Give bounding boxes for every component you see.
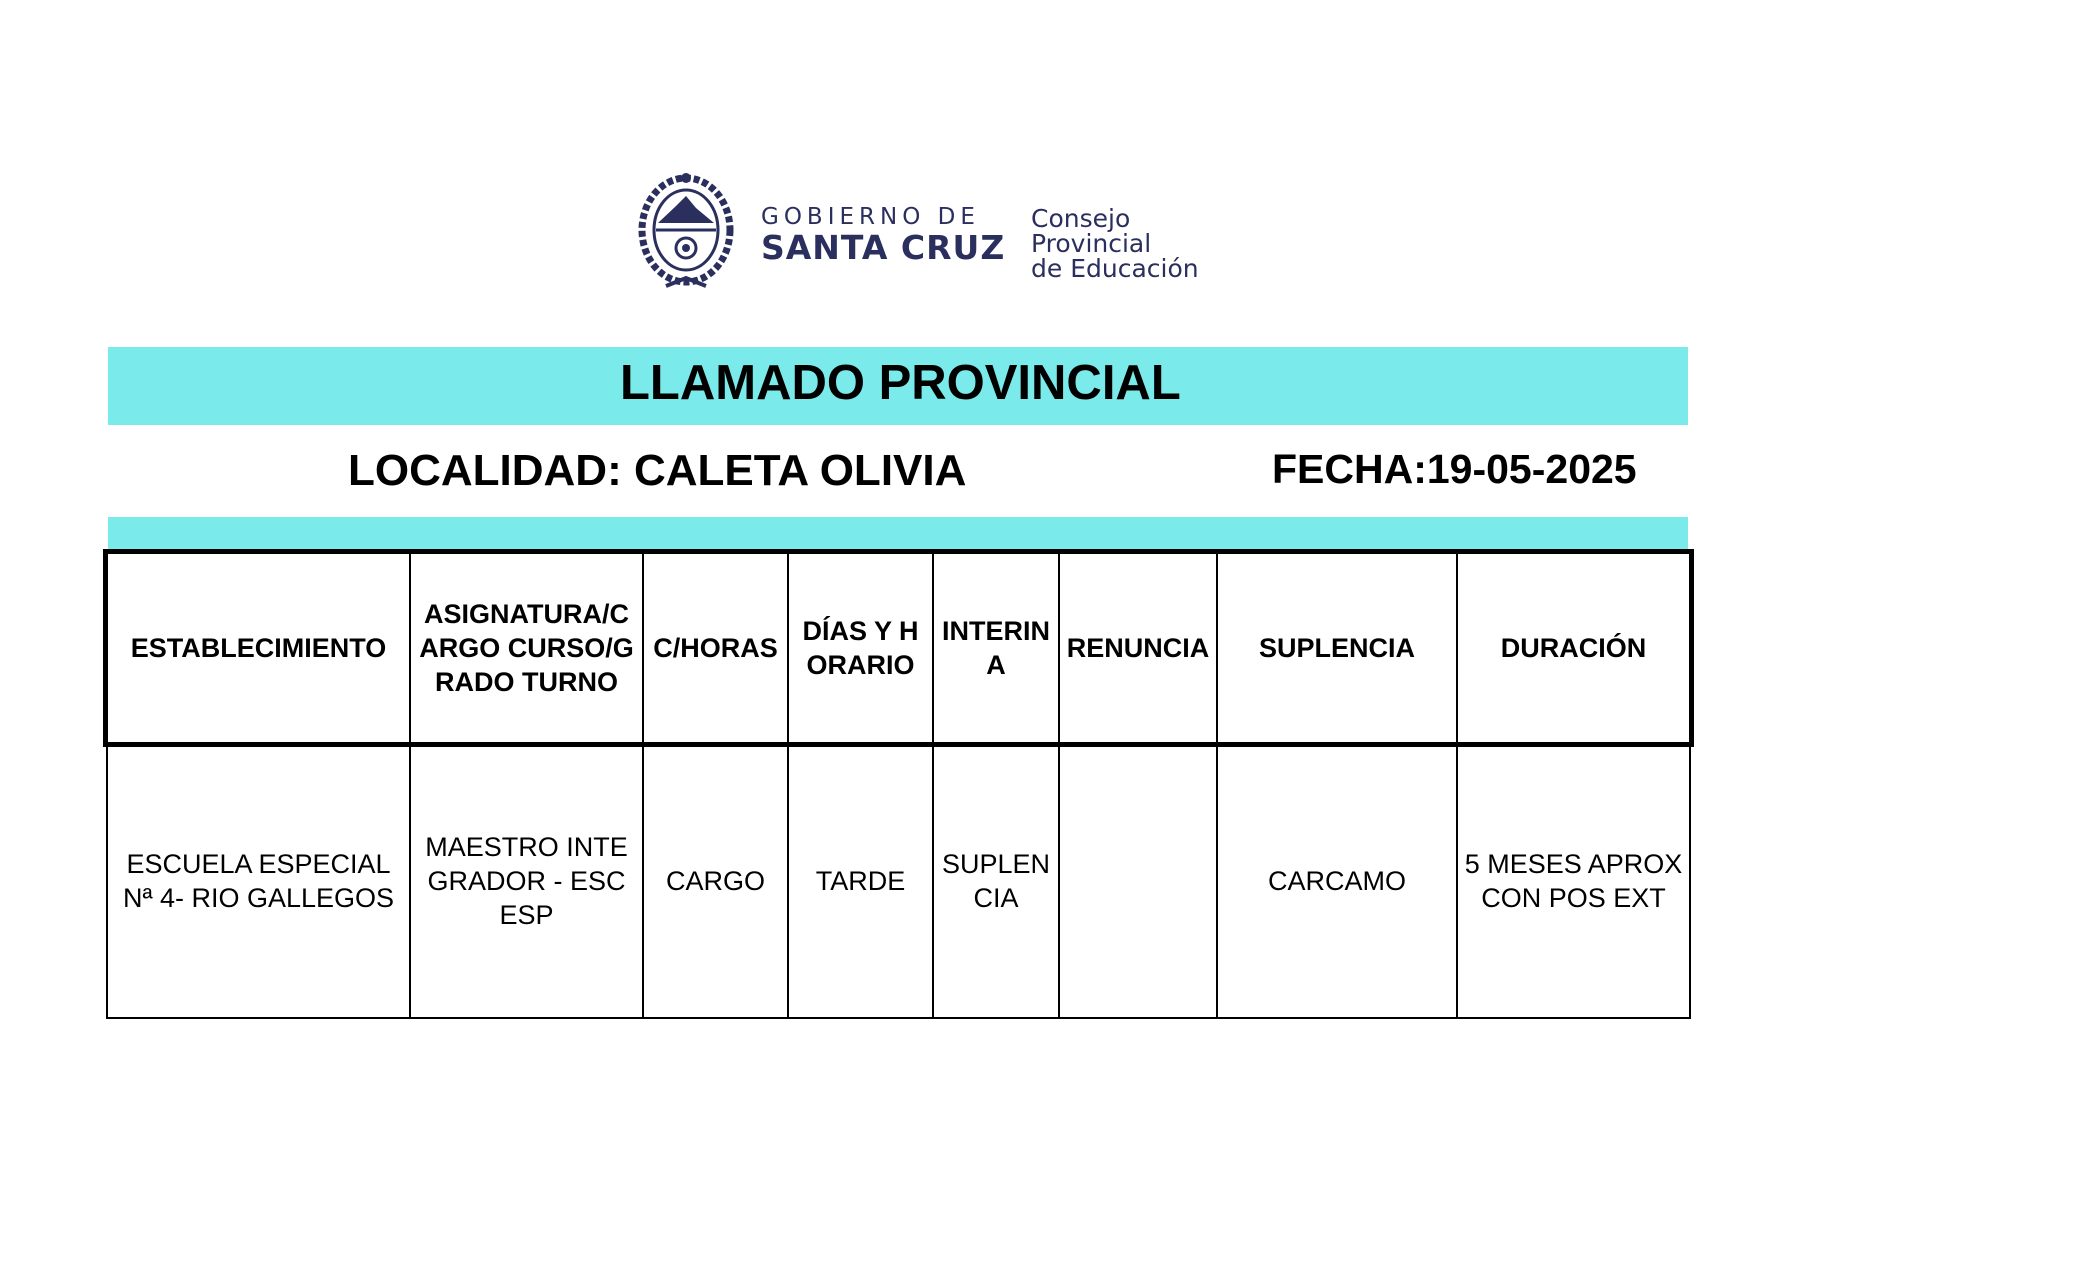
cell-dias-horario: TARDE [788, 743, 933, 1018]
santa-cruz-coat-of-arms-icon [636, 168, 736, 298]
council-name [1031, 206, 1256, 281]
locality-label: LOCALIDAD: CALETA OLIVIA [348, 446, 967, 495]
cell-horas: CARGO [643, 743, 788, 1018]
government-name-line2: SANTA CRUZ [761, 228, 1006, 267]
table-row [107, 743, 1690, 1018]
positions-table [106, 552, 1691, 1019]
column-header: DURACIÓN [1457, 553, 1690, 743]
council-name-line1: Consejo Provincial [1031, 204, 1152, 258]
column-header: DÍAS Y HORARIO [788, 553, 933, 743]
column-header: RENUNCIA [1059, 553, 1217, 743]
page-title-text: LLAMADO PROVINCIAL [620, 356, 1181, 410]
cell-asignatura: MAESTRO INTEGRADOR - ESC ESP [410, 743, 643, 1018]
column-header: ESTABLECIMIENTO [107, 553, 410, 743]
cell-suplencia: CARCAMO [1217, 743, 1457, 1018]
separator-band [108, 517, 1688, 552]
cell-establecimiento: ESCUELA ESPECIAL Nª 4- RIO GALLEGOS [107, 743, 410, 1018]
column-header: SUPLENCIA [1217, 553, 1457, 743]
date-label: FECHA:19-05-2025 [1272, 446, 1637, 492]
column-header: INTERINA [933, 553, 1059, 743]
council-name-line2: de Educación [1031, 254, 1199, 283]
column-header: ASIGNATURA/CARGO CURSO/GRADO TURNO [410, 553, 643, 743]
government-name-line1: GOBIERNO DE [761, 204, 980, 230]
cell-duracion: 5 MESES APROX CON POS EXT [1457, 743, 1690, 1018]
column-header: C/HORAS [643, 553, 788, 743]
cell-interina: SUPLENCIA [933, 743, 1059, 1018]
logo [636, 168, 1256, 298]
table-header-row [107, 553, 1690, 743]
cell-renuncia [1059, 743, 1217, 1018]
